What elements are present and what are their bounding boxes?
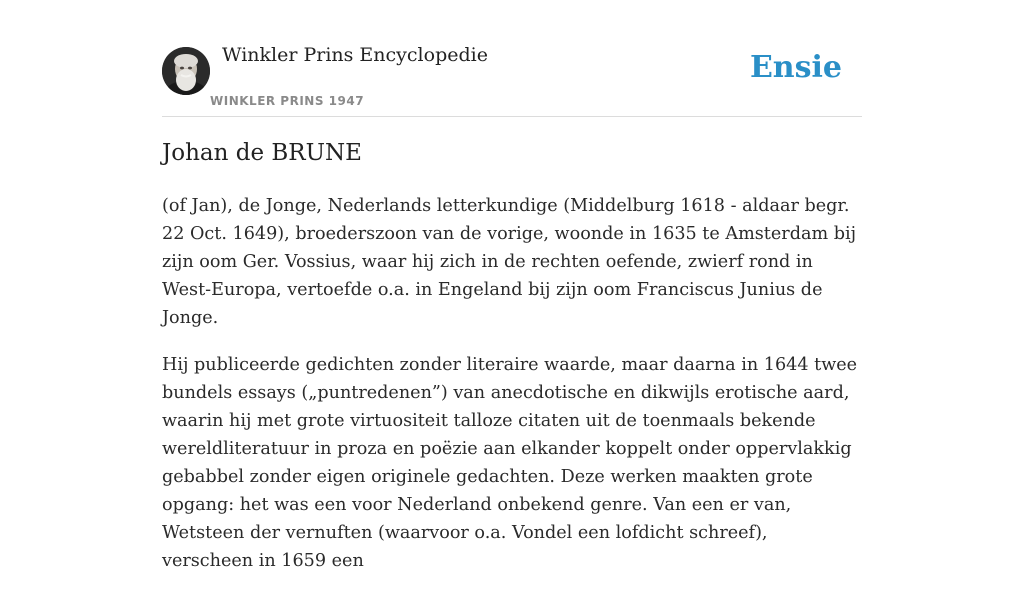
source-header <box>162 0 862 117</box>
article-paragraph: Hij publiceerde gedichten zonder literaire waarde, maar daarna in 1644 twee bundels essays („puntredenen”) van anecdotische en dikwijls erotische aard, waarin hij met grote virtuositeit talloze citaten uit de toenmaals bekende wereldliteratuur in proza en poëzie aan elkander koppelt onder oppervlakkig gebabbel zonder eigen originele gedachten. Deze werken maakten grote opgang: het was een voor Nederland onbekend genre. Van een er van, Wetsteen der vernuften (waarvoor o.a. Vondel een lofdicht schreef), verscheen in 1659 een <box>162 355 858 571</box>
source-subtitle[interactable]: WINKLER PRINS 1947 <box>210 94 365 108</box>
page <box>162 0 862 571</box>
article-title: Johan de BRUNE <box>162 140 362 166</box>
source-title[interactable]: Winkler Prins Encyclopedie <box>222 44 488 66</box>
brand-logo[interactable]: Ensie <box>749 50 842 85</box>
article-paragraph: (of Jan), de Jonge, Nederlands letterkundige (Middelburg 1618 - aldaar begr. 22 Oct. 1649), broederszoon van de vorige, woonde in 1635 te Amsterdam bij zijn oom Ger. Vossius, waar hij zich in de rechten oefende, zwierf rond in West-Europa, vertoefde o.a. in Engeland bij zijn oom Franciscus Junius de Jonge. <box>162 196 857 328</box>
article-body <box>162 192 862 594</box>
source-avatar[interactable] <box>162 47 210 95</box>
bearded-man-portrait-icon <box>162 47 210 95</box>
